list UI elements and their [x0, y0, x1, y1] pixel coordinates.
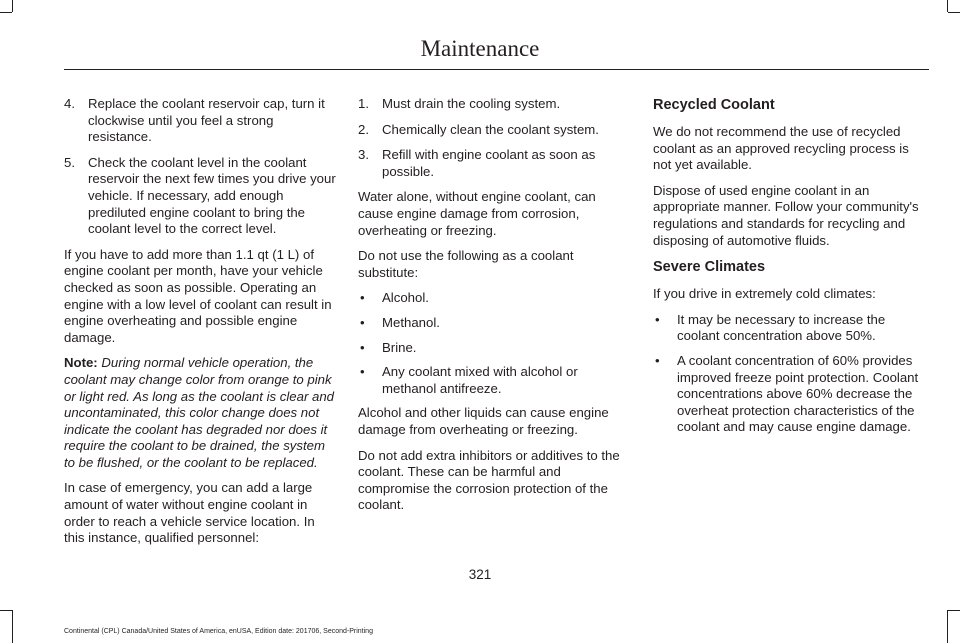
step-text: Refill with engine coolant as soon as possible.: [382, 147, 596, 179]
bullet-text: It may be necessary to increase the coolant concentration above 50%.: [677, 311, 886, 344]
step-2: [358, 122, 630, 139]
step-1: [358, 96, 630, 113]
section-heading-recycled-coolant: Recycled Coolant: [653, 97, 775, 113]
emergency-paragraph: In case of emergency, you can add a large amount of water without engine coolant in order to reach a vehicle service location. In this instance, qualified personnel:: [64, 480, 315, 546]
bullet-item: [358, 290, 630, 307]
recycled-paragraph: We do not recommend the use of recycled coolant as an approved recycling process is not yet available.: [653, 124, 909, 173]
step-text: Must drain the cooling system.: [382, 96, 561, 111]
column-right: [653, 96, 929, 444]
footer-edition-info: Continental (CPL) Canada/United States of America, enUSA, Edition date: 201706, Second-Printing: [64, 628, 373, 635]
crop-mark-top-left-h: [0, 12, 12, 13]
column-middle: [358, 96, 630, 523]
bullet-text: A coolant concentration of 60% provides improved freeze point protection. Coolant concentrations above 60% decrease the overheat protection characteristics of the coolant and may cause engine damage.: [677, 352, 919, 435]
page-title: Maintenance: [420, 36, 540, 61]
bullet-text: Methanol.: [382, 314, 440, 330]
bullet-text: Alcohol.: [382, 290, 429, 306]
bullet-glyph: •: [360, 339, 365, 355]
step-number: 2.: [358, 121, 369, 137]
note-text: During normal vehicle operation, the coolant may change color from orange to pink or light red. As long as the coolant is clear and uncontaminated, this color change does not indicate the coolant has degraded nor does it require the coolant to be drained, the system to be flushed, or the coolant to be replaced.: [64, 355, 335, 470]
crop-mark-top-right: [947, 0, 948, 12]
bullet-item: [358, 364, 630, 397]
column-left: [64, 96, 336, 556]
header-rule: [64, 69, 929, 70]
crop-mark-bottom-right: [947, 610, 948, 643]
bullet-glyph: •: [360, 314, 365, 330]
inhibitors-paragraph: Do not add extra inhibitors or additives to the coolant. These can be harmful and compromise the corrosion protection of the coolant.: [358, 447, 620, 513]
bullet-item: [653, 312, 929, 345]
note-label: Note:: [64, 355, 98, 371]
bullet-glyph: •: [360, 364, 365, 380]
section-heading-severe-climates: Severe Climates: [653, 259, 766, 276]
crop-mark-bottom-left: [12, 610, 13, 643]
bullet-text: Brine.: [382, 339, 417, 355]
substitute-intro-paragraph: Do not use the following as a coolant substitute:: [358, 248, 574, 280]
water-alone-paragraph: Water alone, without engine coolant, can cause engine damage from corrosion, overheating or freezing.: [358, 189, 596, 238]
step-text: Check the coolant level in the coolant reservoir the next few times you drive your vehicle. If necessary, add enough prediluted engine coolant to bring the coolant level to the correct level.: [88, 154, 336, 237]
alcohol-paragraph: Alcohol and other liquids can cause engine damage from overheating or freezing.: [358, 405, 609, 437]
crop-mark-top-left: [12, 0, 13, 12]
note-paragraph: [64, 355, 336, 471]
step-number: 4.: [64, 96, 75, 111]
step-number: 3.: [358, 147, 369, 163]
bullet-glyph: •: [655, 352, 660, 368]
coolant-usage-paragraph: If you have to add more than 1.1 qt (1 L) of engine coolant per month, have your vehicle checked as soon as possible. Operating an engine with a low level of coolant can result in engine overheating and possible engine damage.: [64, 246, 332, 345]
crop-mark-bottom-left-h: [0, 610, 12, 611]
step-5: [64, 155, 336, 238]
step-number: 1.: [358, 96, 369, 111]
bullet-item: [358, 340, 630, 357]
bullet-item: [653, 353, 929, 436]
step-text: Chemically clean the coolant system.: [382, 121, 599, 137]
bullet-item: [358, 315, 630, 332]
crop-mark-bottom-right-h: [948, 610, 960, 611]
step-4: [64, 96, 336, 146]
bullet-text: Any coolant mixed with alcohol or methanol antifreeze.: [382, 364, 578, 396]
dispose-paragraph: Dispose of used engine coolant in an appropriate manner. Follow your community's regulations and standards for recycling and disposing of automotive fluids.: [653, 182, 919, 248]
step-number: 5.: [64, 154, 75, 170]
cold-climates-paragraph: If you drive in extremely cold climates:: [653, 286, 876, 302]
page-number: 321: [468, 567, 492, 582]
crop-mark-top-right-h: [948, 12, 960, 13]
bullet-glyph: •: [360, 290, 365, 306]
bullet-glyph: •: [655, 311, 660, 327]
step-3: [358, 147, 630, 180]
step-text: Replace the coolant reservoir cap, turn it clockwise until you feel a strong resistance.: [88, 96, 325, 145]
